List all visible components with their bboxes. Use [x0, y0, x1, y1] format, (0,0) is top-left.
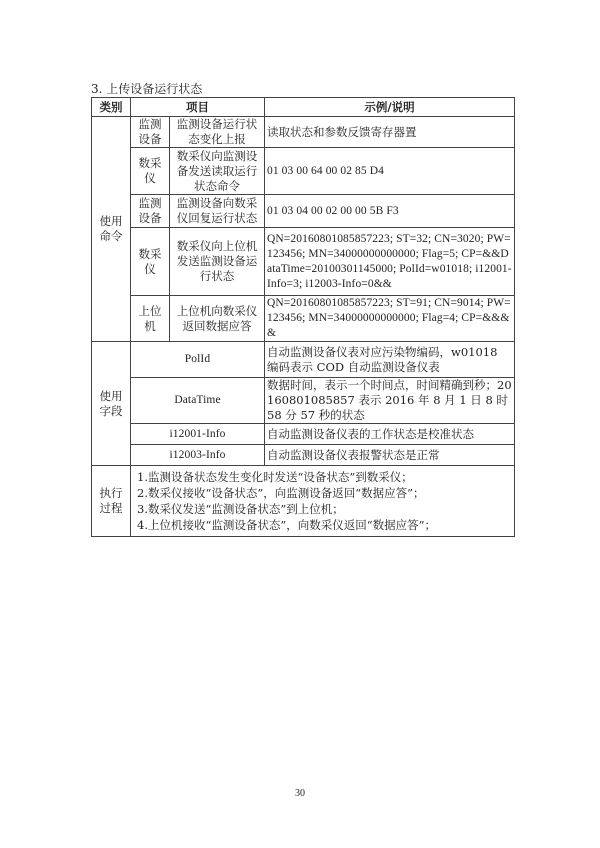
item-cell: 上位机向数采仪返回数据应答: [170, 296, 265, 342]
protocol-table: [91, 97, 515, 537]
table-header: [92, 98, 515, 117]
table-row: [92, 148, 515, 195]
example-cell: 读取状态和参数反馈寄存器置: [265, 117, 515, 148]
sender-cell: 数采仪: [131, 148, 170, 195]
group-label-process: 执行过程: [92, 466, 131, 537]
table-row: [92, 342, 515, 378]
header-category: 类别: [92, 98, 131, 117]
sender-cell: 上位机: [131, 296, 170, 342]
table-row: [92, 466, 515, 537]
sender-cell: 监测设备: [131, 117, 170, 148]
process-step: 2.数采仪接收“设备状态”，向监测设备返回“数据应答”；: [137, 486, 425, 500]
field-name-cell: i12001-Info: [131, 424, 265, 445]
header-example: 示例/说明: [265, 98, 515, 117]
process-step: 3.数采仪发送“监测设备状态”到上位机；: [137, 502, 344, 516]
field-desc-cell: 自动监测设备仪表报警状态是正常: [265, 445, 515, 466]
example-cell: QN=20160801085857223; ST=91; CN=9014; PW=123456; MN=34000000000000; Flag=4; CP=&&&&: [265, 296, 515, 342]
field-desc-cell: 数据时间，表示一个时间点，时间精确到秒；20160801085857 表示 2016 年 8 月 1 日 8 时 58 分 57 秒的状态: [265, 378, 515, 424]
field-desc-cell: 自动监测设备仪表的工作状态是校准状态: [265, 424, 515, 445]
item-cell: 监测设备向数采仪回复运行状态: [170, 195, 265, 228]
process-step: 4.上位机接收“监测设备状态”，向数采仪返回“数据应答”；: [137, 518, 436, 532]
table-row: [92, 296, 515, 342]
field-name-cell: i12003-Info: [131, 445, 265, 466]
table-row: [92, 228, 515, 296]
table-row: [92, 445, 515, 466]
example-cell: 01 03 04 00 02 00 00 5B F3: [265, 195, 515, 228]
section-title: 3. 上传设备运行状态: [91, 82, 203, 96]
header-item: 项目: [131, 98, 265, 117]
table-row: [92, 378, 515, 424]
table-row: [92, 195, 515, 228]
example-cell: 01 03 00 64 00 02 85 D4: [265, 148, 515, 195]
process-steps: [131, 466, 515, 537]
table-row: [92, 424, 515, 445]
item-cell: 数采仪向监测设备发送读取运行状态命令: [170, 148, 265, 195]
field-desc-cell: 自动监测设备仪表对应污染物编码，w01018 编码表示 COD 自动监测设备仪表: [265, 342, 515, 378]
page-number: 30: [295, 788, 305, 799]
field-name-cell: PolId: [131, 342, 265, 378]
process-step: 1.监测设备状态发生变化时发送“设备状态”到数采仪；: [137, 470, 413, 484]
sender-cell: 数采仪: [131, 228, 170, 296]
group-label-commands: 使用命令: [92, 117, 131, 342]
item-cell: 数采仪向上位机发送监测设备运行状态: [170, 228, 265, 296]
example-cell: QN=20160801085857223; ST=32; CN=3020; PW=123456; MN=34000000000000; Flag=5; CP=&&DataTime=20100301145000; PolId=w01018; i12001-Info=3; i12003-Info=0&&: [265, 228, 515, 296]
item-cell: 监测设备运行状态变化上报: [170, 117, 265, 148]
group-label-fields: 使用字段: [92, 342, 131, 466]
table-row: [92, 117, 515, 148]
sender-cell: 监测设备: [131, 195, 170, 228]
field-name-cell: DataTime: [131, 378, 265, 424]
